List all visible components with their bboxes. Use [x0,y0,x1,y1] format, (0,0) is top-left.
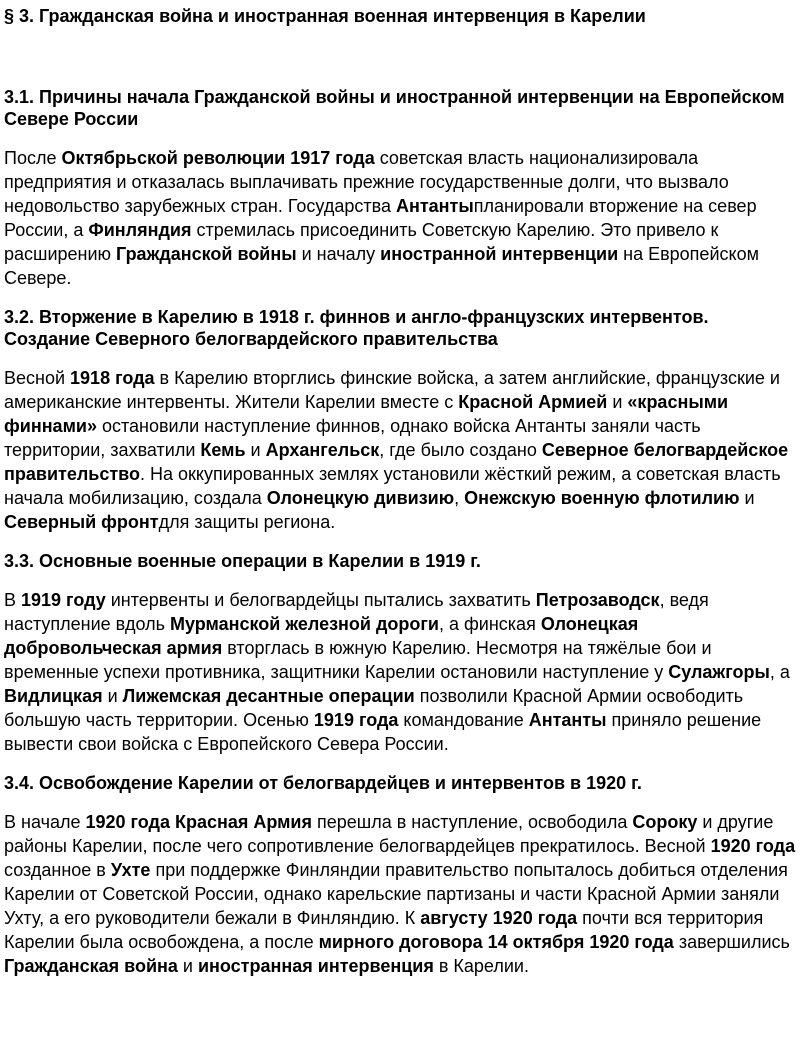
bold-term: Петрозаводск [535,590,660,610]
text-run: вторглась в южную Карелию. Несмотря на тяжёлые бои и временные успехи противника, защитники Карелии остановили наступление у [4,638,712,682]
bold-term: августу 1920 года [420,908,578,928]
text-run: советская власть национализировала предприятия и отказалась выплачивать прежние государственные долги, что вызвало недовольство зарубежных стран. Государства [4,148,729,216]
bold-term: 1919 года [313,710,399,730]
bold-term: Сулажгоры [668,662,770,682]
text-run: В [4,590,22,610]
text-run: стремилась присоединить Советскую Карелию. Это привело к расширению [4,220,719,264]
section-heading-3-3: 3.3. Основные военные операции в Карелии в 1919 г. [4,551,481,571]
bold-term: иностранной интервенции [380,244,619,264]
text-run: для защиты региона. [158,512,336,532]
bold-term: 1918 года [70,368,155,388]
bold-term: Видлицкая [4,686,103,706]
bold-term: Гражданская война [4,956,178,976]
bold-term: мирного договора 14 октября 1920 года [318,932,674,952]
text-run: . На оккупированных землях установили жёсткий режим, а советская власть начала мобилизацию, создала [4,464,781,508]
bold-term: Антанты [395,196,474,216]
section-text-3-3 [4,588,796,756]
bold-term: Финляндия [88,220,192,240]
text-run: , а [769,662,790,682]
bold-term: Мурманской железной дороги [170,614,439,634]
bold-term: Северный фронт [4,512,159,532]
bold-term: Кемь [200,440,246,460]
bold-term: 1920 года [710,836,796,856]
text-run: Весной [4,368,71,388]
text-run: на Европейском Севере. [4,244,759,288]
page-title: § 3. Гражданская война и иностранная военная интервенция в Карелии [4,6,646,26]
text-run: остановили наступление финнов, однако войска Антанты заняли часть территории, захватили [4,416,701,460]
bold-term: Лижемская десантные операции [122,686,415,706]
text-run: , где было создано [379,440,542,460]
bold-term: Архангельск [265,440,380,460]
bold-term: «красными финнами» [4,392,729,436]
text-run: почти вся территория Карелии была освобождена, а после [4,908,764,952]
text-run: в Карелии. [433,956,529,976]
bold-term: 1919 году [21,590,106,610]
bold-term: Красной Армией [458,392,608,412]
text-run: позволили Красной Армии освободить большую часть территории. Осенью [4,686,744,730]
bold-term: Сороку [632,812,698,832]
text-run: и началу [296,244,381,264]
text-run: приняло решение вывести свои войска с Европейского Севера России. [4,710,762,754]
text-run: , ведя наступление вдоль [4,590,709,634]
bold-term: Ухте [110,860,151,880]
text-run: командование [398,710,529,730]
text-run: В начале [4,812,86,832]
text-run: После [4,148,62,168]
text-run: планировали вторжение на север России, а [4,196,757,240]
text-run: , а финская [438,614,541,634]
bold-term: Октябрьской революции 1917 года [61,148,375,168]
text-run: и [102,686,123,706]
text-run: и [607,392,628,412]
section-text-3-1 [4,146,796,290]
text-run: при поддержке Финляндии правительство попыталось добиться отделения Карелии от Советской России, однако карельские партизаны и части Красной Армии заняли Ухту, а его руководители бежали в Финляндию. К [4,860,788,928]
section-text-3-4 [4,810,796,978]
section-heading-3-2: 3.2. Вторжение в Карелию в 1918 г. финнов и англо-французских интервентов. Создание Северного белогвардейского правительства [4,307,709,349]
text-run: и [177,956,198,976]
bold-term: Олонецкая добровольческая армия [4,614,639,658]
bold-term: Гражданской войны [116,244,297,264]
text-run: завершились [673,932,790,952]
section-heading-3-4: 3.4. Освобождение Карелии от белогвардейцев и интервентов в 1920 г. [4,773,642,793]
text-run: и [245,440,266,460]
text-run: и другие районы Карелии, после чего сопротивление белогвардейцев прекратилось. Весной [4,812,774,856]
bold-term: иностранная интервенция [197,956,434,976]
section-heading-3-1: 3.1. Причины начала Гражданской войны и иностранной интервенции на Европейском Севере России [4,87,785,129]
bold-term: Онежскую военную флотилию [464,488,740,508]
text-run: в Карелию вторглись финские войска, а затем английские, французские и американские интервенты. Жители Карелии вместе с [4,368,780,412]
text-run: интервенты и белогвардейцы пытались захватить [105,590,536,610]
text-run: и [739,488,755,508]
text-run: перешла в наступление, освободила [312,812,633,832]
bold-term: Антанты [528,710,607,730]
text-run: созданное в [4,860,111,880]
bold-term: 1920 года Красная Армия [85,812,312,832]
section-text-3-2 [4,366,796,534]
bold-term: Северное белогвардейское правительство [4,440,789,484]
text-run: , [454,488,465,508]
bold-term: Олонецкую дивизию [266,488,455,508]
